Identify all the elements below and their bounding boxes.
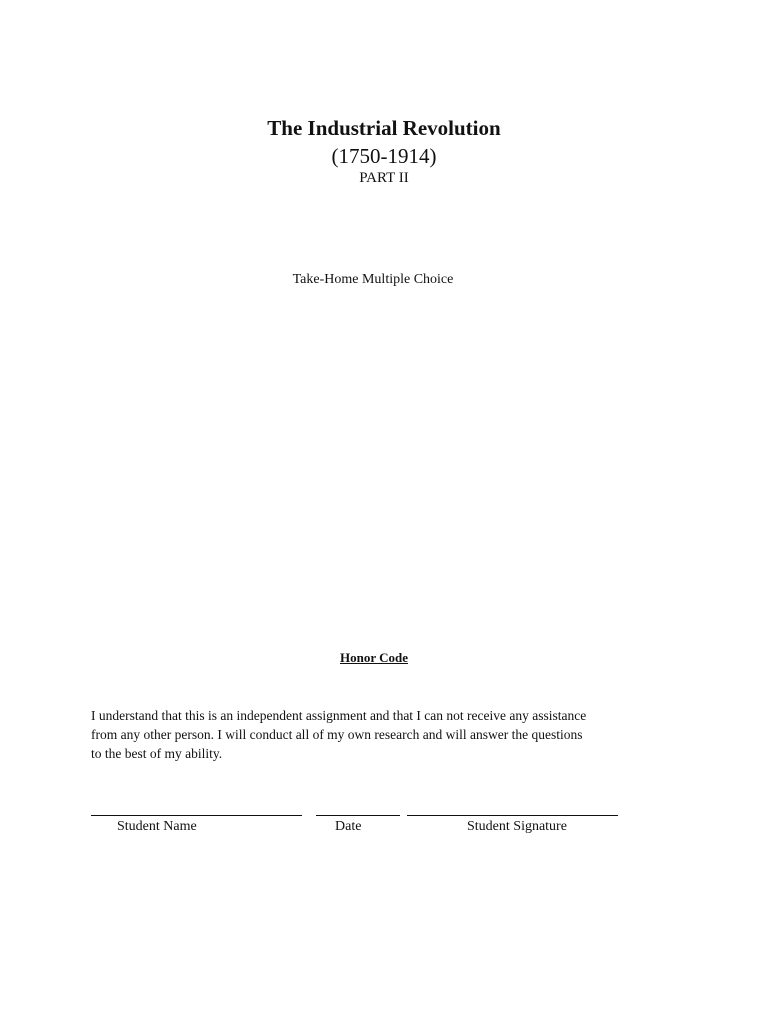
honor-code-heading: Honor Code bbox=[339, 650, 408, 665]
student-name-label: Student Name bbox=[117, 819, 197, 834]
assignment-type: Take-Home Multiple Choice bbox=[292, 272, 454, 287]
part-label: PART II bbox=[359, 170, 409, 186]
student-signature-line[interactable] bbox=[407, 815, 618, 816]
date-label: Date bbox=[335, 819, 362, 834]
honor-code-line: from any other person. I will conduct all of my own research and will answer the questions bbox=[91, 727, 583, 742]
date-range: (1750-1914) bbox=[331, 144, 437, 168]
date-line[interactable] bbox=[316, 815, 400, 816]
honor-code-line: to the best of my ability. bbox=[91, 746, 223, 761]
document-title: The Industrial Revolution bbox=[267, 116, 501, 140]
honor-code-line: I understand that this is an independent assignment and that I can not receive any assistance bbox=[91, 708, 587, 723]
honor-code-statement bbox=[91, 706, 661, 763]
student-signature-label: Student Signature bbox=[467, 819, 567, 834]
student-name-line[interactable] bbox=[91, 815, 302, 816]
